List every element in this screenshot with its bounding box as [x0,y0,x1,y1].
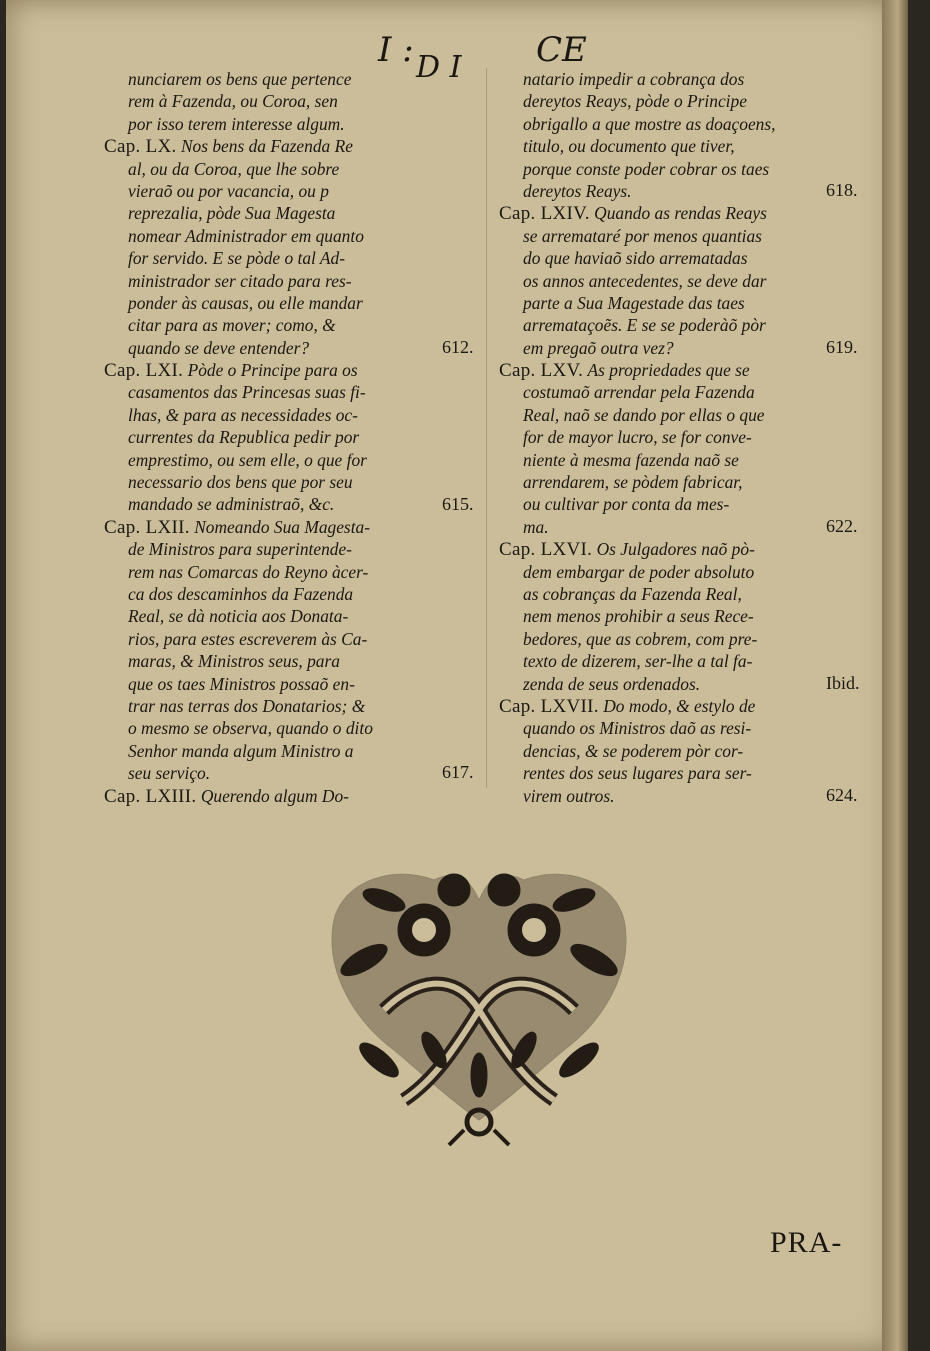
page-number-ref: 617. [442,762,474,783]
entry-text: quando se deve entender? [128,337,310,358]
entry-text: al, ou da Coroa, que lhe sobre [128,158,340,179]
index-text-line [499,561,829,583]
entry-text: Do modo, & estylo de [603,695,756,716]
entry-text: parte a Sua Magestade das taes [523,292,745,313]
index-text-line [104,90,434,112]
page-number-ref: 619. [826,336,858,357]
entry-text: bedores, que as cobrem, com pre- [523,628,758,649]
entry-text: dem embargar de poder absoluto [523,561,755,582]
catchword: PRA- [770,1226,843,1259]
chapter-entry-line [104,785,434,807]
page-edge [882,0,908,1351]
header-mid: D I [416,50,462,85]
chapter-label: Cap. LXVI. [499,539,593,561]
index-text-line [499,471,829,493]
entry-text: titulo, ou documento que tiver, [523,136,735,157]
index-text-line [104,449,434,471]
index-text-line [499,270,829,292]
entry-text: de Ministros para superintende- [128,539,352,560]
entry-text: Pòde o Principe para os [187,360,358,381]
entry-text: que os taes Ministros possaõ en- [128,673,355,694]
index-text-line [104,113,434,135]
entry-text: ma. [523,516,549,537]
entry-text: niente à mesma fazenda naõ se [523,449,739,470]
entry-text: por isso terem interesse algum. [128,113,345,134]
entry-text: zenda de seus ordenados. [523,673,701,694]
index-text-line [499,225,829,247]
index-text-line [104,561,434,583]
index-text-line [499,158,829,180]
index-text-line [499,650,829,672]
chapter-label: Cap. LX. [104,136,177,158]
chapter-entry-line [104,516,434,538]
left-column [104,68,434,807]
index-text-line [104,628,434,650]
entry-text: dencias, & se poderem pòr cor- [523,740,744,761]
entry-text: quando os Ministros daõ as resi- [523,718,752,739]
index-text-line [499,381,829,403]
index-text-line [499,337,829,359]
entry-text: os annos antecedentes, se deve dar [523,270,767,291]
entry-text: o mesmo se observa, quando o dito [128,718,373,739]
index-text-line [104,68,434,90]
entry-text: nunciarem os bens que pertence [128,69,352,89]
index-text-line [104,471,434,493]
entry-text: costumaõ arrendar pela Fazenda [523,382,755,403]
header-right: CE [536,30,587,70]
chapter-entry-line [499,695,829,717]
entry-text: nem menos prohibir a seus Rece- [523,606,754,627]
index-text-line [104,740,434,762]
index-text-line [499,717,829,739]
entry-text: citar para as mover; como, & [128,315,336,336]
page-number-ref: Ibid. [826,672,860,693]
chapter-entry-line [104,359,434,381]
entry-text: obrigallo a que mostre as doaçoens, [523,113,776,134]
entry-text: maras, & Ministros seus, para [128,651,340,672]
entry-text: Senhor manda algum Ministro a [128,740,354,761]
index-text-line [104,247,434,269]
entry-text: Real, se dà noticia aos Donata- [128,606,349,627]
index-text-line [499,292,829,314]
index-text-line [104,314,434,336]
entry-text: nomear Administrador em quanto [128,225,364,246]
entry-text: rem nas Comarcas do Reyno àcer- [128,561,369,582]
page-number-ref: 622. [826,516,858,536]
index-text-line [104,292,434,314]
index-text-line [499,605,829,627]
chapter-label: Cap. LXIII. [104,785,197,807]
index-text-line [499,740,829,762]
index-text-line [104,202,434,224]
chapter-label: Cap. LXVII. [499,695,599,717]
entry-text: emprestimo, ou sem elle, o que for [128,449,367,470]
entry-text: Real, naõ se dando por ellas o que [523,404,765,425]
chapter-label: Cap. LXIV. [499,203,590,225]
entry-text: arremataçoẽs. E se se poderàõ pòr [523,315,766,336]
index-text-line [104,605,434,627]
index-text-line [499,516,829,538]
entry-text: ministrador ser citado para res- [128,270,352,291]
index-text-line [499,449,829,471]
entry-text: arrendarem, se pòdem fabricar, [523,472,743,493]
index-text-line [104,583,434,605]
entry-text: ou cultivar por conta da mes- [523,494,730,515]
entry-text: Os Julgadores naõ pò- [596,539,755,560]
right-column [499,68,829,807]
index-text-line [104,426,434,448]
index-text-line [499,314,829,336]
page-number-ref: 612. [442,336,474,357]
index-text-line [499,90,829,112]
book-page [6,0,908,1351]
index-text-line [499,247,829,269]
entry-text: ponder às causas, ou elle mandar [128,292,363,313]
entry-text: ca dos descaminhos da Fazenda [128,583,354,604]
entry-text: vieraõ ou por vacancia, ou p [128,180,329,201]
chapter-entry-line [499,538,829,560]
entry-text: currentes da Republica pedir por [128,427,360,448]
entry-text: casamentos das Princesas suas fi- [128,382,366,403]
page-number-ref: 618. [826,180,858,200]
chapter-entry-line [499,359,829,381]
index-text-line [499,583,829,605]
index-text-line [499,628,829,650]
index-text-line [104,673,434,695]
index-text-line [499,68,829,90]
entry-text: Quando as rendas Reays [594,203,767,224]
index-text-line [499,180,829,202]
chapter-label: Cap. LXI. [104,360,184,382]
entry-text: porque conste poder cobrar os taes [523,158,770,179]
entry-text: mandado se administraõ, &c. [128,494,335,515]
index-text-line [104,493,434,515]
header-left: I : [378,30,414,70]
index-text-line [104,225,434,247]
page-number-ref: 624. [826,784,858,805]
chapter-label: Cap. LXV. [499,360,584,382]
floral-ornament [324,860,634,1150]
entry-text: dereytos Reays, pòde o Principe [523,91,747,112]
entry-text: rios, para estes escreverem às Ca- [128,628,368,649]
entry-text: lhas, & para as necessidades oc- [128,404,358,425]
entry-text: seu serviço. [128,763,211,784]
index-text-line [499,113,829,135]
entry-text: texto de dizerem, ser-lhe a tal fa- [523,651,753,672]
chapter-entry-line [499,202,829,224]
index-text-line [104,538,434,560]
index-text-line [499,404,829,426]
entry-text: Querendo algum Do- [200,785,349,806]
entry-text: do que haviaõ sido arrematadas [523,248,748,269]
entry-text: As propriedades que se [587,360,750,381]
entry-text: as cobranças da Fazenda Real, [523,583,742,604]
entry-text: se arremataré por menos quantias [523,225,762,246]
index-text-line [499,785,829,807]
column-rule [486,68,487,788]
entry-text: em pregaõ outra vez? [523,337,674,358]
entry-text: for de mayor lucro, se for conve- [523,427,752,448]
entry-text: virem outros. [523,785,615,806]
index-text-line [104,762,434,784]
index-text-line [499,673,829,695]
entry-text: natario impedir a cobrança dos [523,69,745,89]
index-text-line [499,135,829,157]
entry-text: trar nas terras dos Donatarios; & [128,695,366,716]
entry-text: dereytos Reays. [523,180,632,201]
index-text-line [104,158,434,180]
index-text-line [104,381,434,403]
index-text-line [499,426,829,448]
index-text-line [104,650,434,672]
entry-text: necessario dos bens que por seu [128,472,353,493]
entry-text: rem à Fazenda, ou Coroa, sen [128,91,338,112]
chapter-label: Cap. LXII. [104,516,190,538]
index-text-line [104,717,434,739]
entry-text: for servido. E se pòde o tal Ad- [128,248,346,269]
index-text-line [499,493,829,515]
page-number-ref: 615. [442,493,474,514]
index-text-line [104,695,434,717]
index-text-line [104,270,434,292]
index-text-line [104,337,434,359]
index-text-line [104,404,434,426]
entry-text: Nos bens da Fazenda Re [180,136,353,157]
entry-text: Nomeando Sua Magesta- [194,516,371,537]
entry-text: reprezalia, pòde Sua Magesta [128,203,336,224]
index-text-line [499,762,829,784]
chapter-entry-line [104,135,434,157]
entry-text: rentes dos seus lugares para ser- [523,763,752,784]
index-text-line [104,180,434,202]
